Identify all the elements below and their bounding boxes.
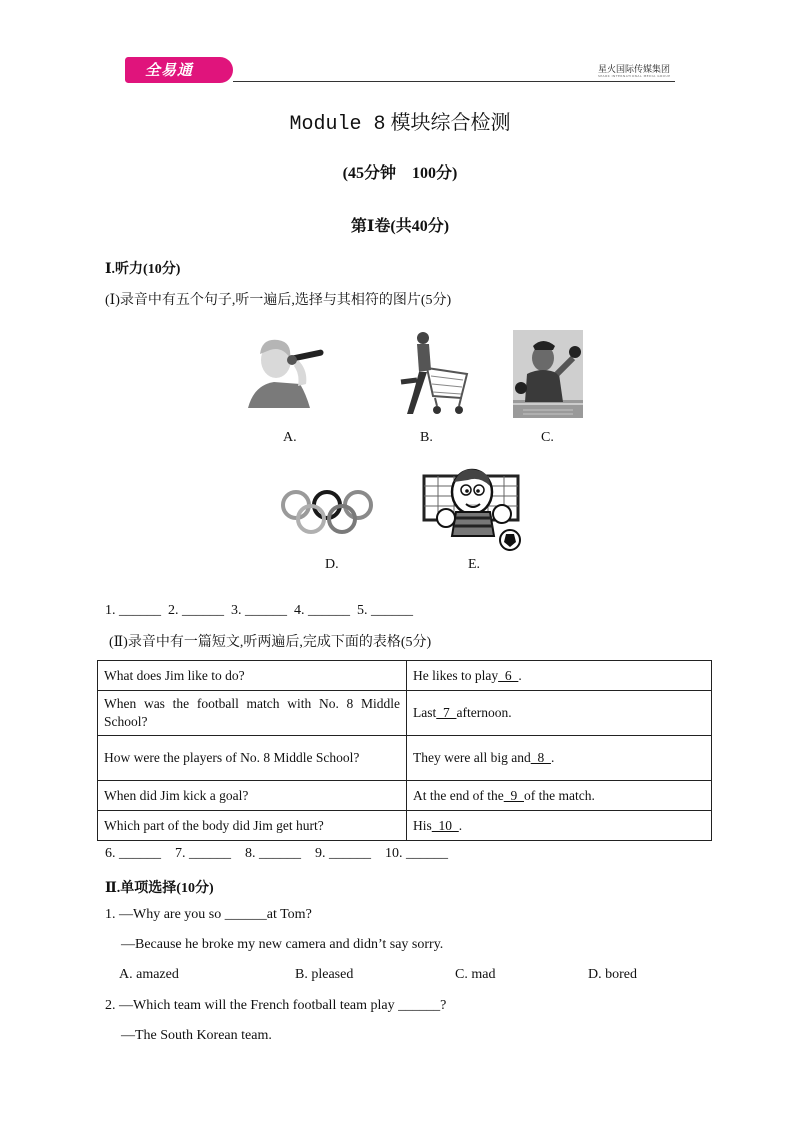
brand-name: 星火国际传媒集团 bbox=[598, 65, 671, 75]
table-row bbox=[98, 661, 712, 691]
picture-label-b: B. bbox=[420, 430, 433, 445]
answer-blank-10[interactable]: 10 bbox=[431, 817, 459, 833]
answer-text: Last bbox=[413, 705, 437, 720]
picture-label-a: A. bbox=[283, 430, 297, 445]
question-2-stem: 2. —Which team will the French football team play ______? bbox=[105, 998, 447, 1013]
section-choice-heading: Ⅱ.单项选择(10分) bbox=[105, 881, 214, 896]
question-1-reply: —Because he broke my new camera and didn’t say sorry. bbox=[121, 937, 444, 952]
question-1-stem: 1. —Why are you so ______at Tom? bbox=[105, 907, 312, 922]
publisher-logo: 全易通 bbox=[125, 57, 233, 83]
option-c[interactable]: C. mad bbox=[455, 967, 496, 982]
table-row bbox=[98, 811, 712, 841]
title-cn: 模块综合检测 bbox=[390, 112, 511, 134]
question-2-reply: —The South Korean team. bbox=[121, 1028, 272, 1043]
singer-photo-icon bbox=[240, 330, 330, 408]
table-row bbox=[98, 781, 712, 811]
exam-duration: (45分钟 100分) bbox=[342, 165, 458, 182]
olympic-rings-icon bbox=[278, 488, 376, 536]
shopping-cart-photo-icon bbox=[383, 330, 473, 418]
answer-text: They were all big and bbox=[413, 750, 531, 765]
table-question: What does Jim like to do? bbox=[98, 661, 407, 691]
answer-text-end: . bbox=[518, 667, 522, 683]
picture-label-d: D. bbox=[325, 557, 339, 572]
title-module: Module 8 bbox=[289, 113, 386, 136]
picture-label-e: E. bbox=[468, 557, 481, 572]
option-b[interactable]: B. pleased bbox=[295, 967, 354, 982]
answer-blank-8[interactable]: 8 bbox=[530, 750, 551, 765]
table-question: Which part of the body did Jim get hurt? bbox=[98, 811, 407, 841]
goalkeeper-cartoon-icon bbox=[418, 462, 524, 552]
answer-blank-9[interactable]: 9 bbox=[503, 787, 524, 803]
listening-part2-instruction: (Ⅱ)录音中有一篇短文,听两遍后,完成下面的表格(5分) bbox=[109, 635, 432, 650]
table-answer bbox=[407, 661, 712, 691]
table-answer bbox=[407, 736, 712, 781]
answer-text-end: . bbox=[458, 817, 463, 833]
answer-text-end: of the match. bbox=[523, 787, 595, 803]
part-title: 第Ⅰ卷(共40分) bbox=[350, 218, 450, 235]
table-answer bbox=[407, 691, 712, 736]
answer-text-end: afternoon. bbox=[456, 705, 512, 720]
section-listening-heading: Ⅰ.听力(10分) bbox=[105, 262, 181, 277]
table-answer bbox=[407, 781, 712, 811]
table-tennis-photo-icon bbox=[513, 330, 583, 418]
table-question: When did Jim kick a goal? bbox=[98, 781, 407, 811]
listening-part1-instruction: (Ⅰ)录音中有五个句子,听一遍后,选择与其相符的图片(5分) bbox=[105, 293, 452, 308]
answer-text: At the end of the bbox=[413, 787, 504, 803]
option-a[interactable]: A. amazed bbox=[119, 967, 179, 982]
answer-text: He likes to play bbox=[413, 667, 499, 683]
table-question: How were the players of No. 8 Middle School? bbox=[98, 736, 407, 781]
table-answer bbox=[407, 811, 712, 841]
picture-label-c: C. bbox=[541, 430, 554, 445]
answer-text: His bbox=[413, 817, 432, 833]
option-d[interactable]: D. bored bbox=[588, 967, 637, 982]
answer-blank-7[interactable]: 7 bbox=[436, 705, 457, 720]
table-question: When was the football match with No. 8 Middle School? bbox=[98, 691, 407, 736]
brand-subtitle: SPARK INTERNATIONAL MEDIA GROUP bbox=[598, 74, 671, 78]
table-row bbox=[98, 736, 712, 781]
answer-text-end: . bbox=[550, 750, 555, 765]
answer-blank-6[interactable]: 6 bbox=[498, 667, 519, 683]
listening-table bbox=[97, 660, 712, 841]
answer-blanks-1-5: 1. ______ 2. ______ 3. ______ 4. ______ 5. ______ bbox=[105, 603, 413, 618]
table-row bbox=[98, 691, 712, 736]
header-rule bbox=[233, 81, 675, 82]
answer-blanks-6-10: 6. ______ 7. ______ 8. ______ 9. ______ 10. ______ bbox=[105, 846, 448, 861]
page-title bbox=[0, 106, 800, 136]
